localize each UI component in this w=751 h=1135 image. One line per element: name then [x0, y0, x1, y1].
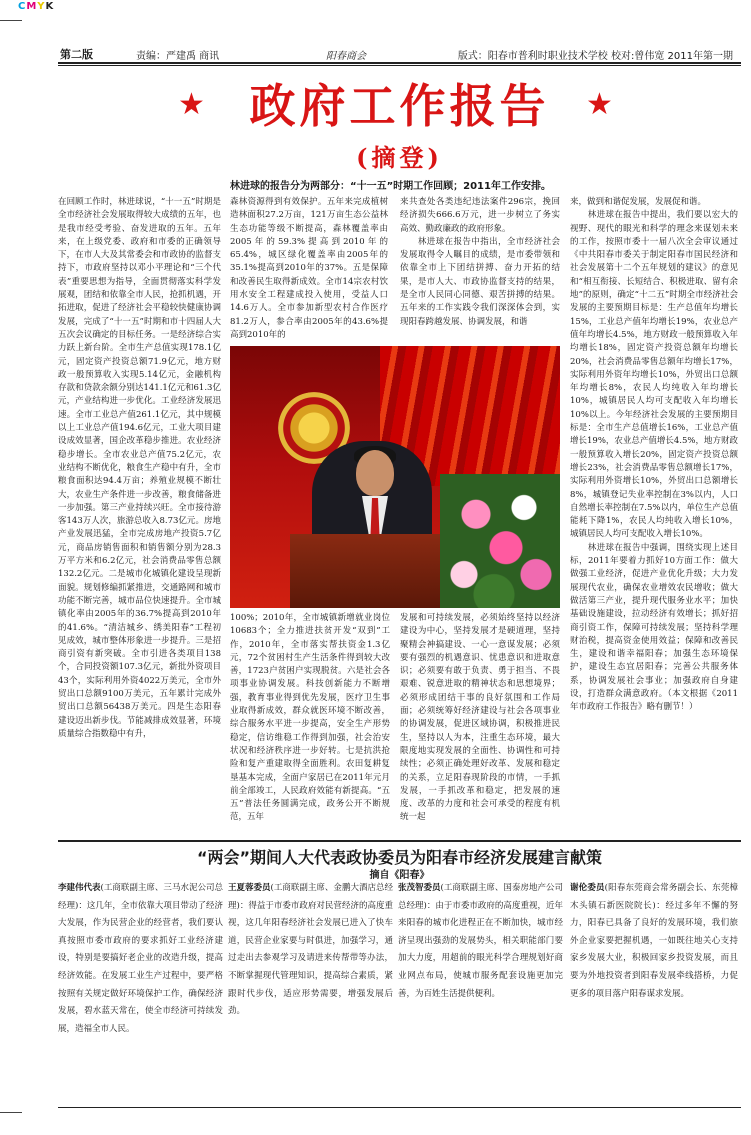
delegate-name: 李建伟代表	[58, 883, 101, 893]
page-title: 政府工作报告	[249, 79, 550, 133]
section2-headline: “两会”期间人大代表政协委员为阳春市经济发展建言献策	[196, 848, 603, 867]
cmyk-c: C	[18, 1, 27, 12]
crop-mark	[0, 20, 22, 21]
edition-label: 第二版	[60, 48, 93, 61]
star-icon: ★	[586, 87, 613, 122]
delegate-text: (工商联副主席、金鹏大酒店总经理)：得益于市委市政府对民营经济的高度重视，这几年阳春经济社会发展已进入了快车道，民营企业家要与时俱进，加强学习，通过走出去参观学习及请进来传帮带等办法，不断掌握现代管理知识，提高综合素质，紧跟时代步伐，适应形势需要，增强发展后劲。	[228, 883, 393, 1017]
article-column-4: 来，做到和谐促发展，发展促和谐。 林进球在报告中提出，我们要以宏大的视野、现代的眼光和科学的理念来谋划未来的工作，按照市委十一届八次全会审议通过《中共阳春市委关于制定阳春市国民经济和社会发展第十二个五年规划的建议》的意见和“相互衔接、长短结合、积极进取、留有余地”的原则，确定“十二五”时期全市经济社会发展的主要预期目标是：生产总值年均增长15%，工业总产值年均增长19%，农业总产值年均增长4.5%，地方财政一般预算收入年均增长18%，固定资产投资总额年均增长20%，社会消费品零售总额年均增长17%，实际利用外资年均增长10%，外贸出口总额年均增长8%，农民人均纯收入年均增长10%，城镇居民人均可支配收入年均增长10%以上。今年经济社会发展的主要预期目标是：全市生产总值增长16%，工业总产值增长19%，农业总产值增长4.5%，地方财政一般预算收入增长20%，固定资产投资总额增长23%，社会消费品零售总额增长17%，实际利用外资增长10%，外贸出口总额增长8%，城镇登记失业率控制在3%以内，人口自然增长率控制在7.5%以内，单位生产总值能耗下降1%，农民人均纯收入增长10%，城镇居民人均可支配收入增长10%。 林进球在报告中强调，围绕实现上述目标，2011年要着力抓好10方面工作：做大做强工业经济，促进产业优化升级；大力发展现代农业，确保农业增效农民增收；做大做活第三产业，提升现代服务业水平；加快基础设施建设，拉动经济有效增长；抓好招商引资工作，保障可持续发展；坚持科学理财治税，提高资金使用效益；保障和改善民生，建设和谐幸福阳春；加强生态环境保护，建设生态宜居阳春；完善公共服务体系，协调发展社会事业；加强政府自身建设，打造群众满意政府。（本文根据《2011年市政府工作报告》略有删节！）	[570, 197, 738, 713]
article-column-3-bottom: 发展和可持续发展，必须始终坚持以经济建设为中心，坚持发展才是硬道理，坚持聚精会神搞建设、一心一意谋发展；必须要有强烈的机遇意识、忧患意识和进取意识；必须要有敢于负责、勇于担当、不畏艰难、锐意进取的精神状态和思想境界；必须形成团结干事的良好氛围和工作局面；必须统筹好经济建设与社会各项事业的协调发展，促进区域协调，积极推进民生，坚持以人为本，注重生态环境，最大限度地实现发展的全面性、协调性和可持续性；必须正确处理好改革、发展和稳定的关系，立足阳春现阶段的市情，一手抓发展，一手抓改革和稳定，把发展的速度、改革的力度和社会可承受的程度有机统一起	[400, 613, 560, 823]
article-column-1: 在回顾工作时，林进球说，“十一五”时期是全市经济社会发展取得较大成绩的五年，也是我市经受考验、奋发进取的五年。五年来，在上级党委、政府和市委的正确领导下，在市人大及其常委会和市政协的监督支持下，市政府坚持以邓小平理论和“三个代表”重要思想为指导，全面贯彻落实科学发展观，团结和依靠全市人民，抢抓机遇，开拓进取，促进了经济社会平稳较快健康协调发展，完成了“十一五”时期和市十四届人大五次会议确定的目标任务。一是经济综合实力跃上新台阶。全市生产总值实现178.1亿元，固定资产投资总额71.9亿元，地方财政一般预算收入实现5.14亿元，金融机构存款和贷款余额分别达141.1亿元和61.3亿元，产业结构进一步优化。工业经济发展迅速。全市工业总产值261.1亿元，其中规模以上工业总产值194.6亿元，工业大项目建设成效显著，国企改革稳步推进。农业经济稳步增长。全市农业总产值75.2亿元，农业结构不断优化，粮食生产稳中有升，全市粮食面积达94.4万亩；养殖业规模不断壮大，农业生产条件进一步改善，粮食储备进一步加强。第三产业持续兴旺。全市接待游客143万人次，旅游总收入8.73亿元。房地产业发展迅猛，全市完成房地产投资5.7亿元，商品房销售面积和销售额分别为28.3万平方米和6.2亿元，社会消费品零售总额132.2亿元。二是城市化城镇化建设呈现新面貌。规划修编抓紧推进，交通路网和城市功能不断完善，城市品位快速提升。全市城镇化率由2005年的36.7%提高到2010年的41.6%。“清洁城乡、绣美阳春”工程初见成效，城市整体形象进一步提升。三是招商引资有新突破。全市引进各类项目138个，合同投资额107.3亿元，新批外资项目43个，实际利用外资4022万美元，全市外贸出口总额9100万美元，五年累计完成外贸出口总额56438万美元。四是生态阳春建设迈出新步伐。节能减排成效显著，环境质量综合指数稳中有升，	[58, 197, 221, 739]
page-header	[58, 44, 741, 61]
header-rule	[58, 62, 741, 64]
article-column-3-top: 来共查处各类违纪违法案件296宗，挽回经济损失666.6万元，进一步树立了务实高效、勤政廉政的政府形象。 林进球在报告中指出，全市经济社会发展取得令人瞩目的成绩，是市委带领和依靠全市上下团结拼搏、奋力开拓的结果，是市人大、市政协监督支持的结果，是全市人民同心同德、艰苦拼搏的结果。五年来的工作实践令我们深深体会到，实现阳春跨越发展、协调发展，和谐	[400, 197, 560, 327]
speaker-photo	[230, 346, 560, 608]
delegate-text: (工商联副主席、三马水泥公司总经理)：这几年，全市依靠大项目带动了经济大发展，作为民营企业的经营者，我们要认真按照市委市政府的要求抓好工业经济建设，特别是要搞好老企业的改造升级，提高经济效能。在发展工业生产过程中，要严格按照有关规定做好环境保护工作，确保经济发展，碧水蓝天常在，使全市经济可持续发展，造福全市人民。	[58, 883, 223, 1034]
delegate-name: 王夏蓉委员	[228, 883, 271, 893]
crop-mark	[0, 1112, 22, 1113]
lead-line: 林进球的报告分为两部分：“十一五”时期工作回顾；2011年工作安排。	[230, 181, 551, 192]
cmyk-marks	[18, 1, 54, 12]
cmyk-m: M	[26, 1, 38, 12]
delegate-column-2	[228, 880, 393, 1021]
delegate-text: (工商联副主席、国泰房地产公司总经理)：由于市委市政府的高度重视，近年来阳春的城市化进程正在不断加快，城市经济呈现出强劲的发展势头，相关职能部门要加大力度，用超前的眼光科学合理规划好商业网点布局，使城市服务配套设施更加完善，为百姓生活提供便利。	[398, 883, 563, 999]
layout-credits: 版式：阳春市普利时职业技术学校 校对:曾伟宽 2011年第一期	[457, 51, 733, 62]
star-icon: ★	[178, 87, 205, 122]
delegate-text: (阳春东莞商会常务副会长、东莞樟木头镇石新医院院长)：经过多年不懈的努力，阳春已具备了良好的发展环境，我们旅外企业家要把握机遇，一如既往地关心支持家乡发展大业，积极回家乡投资发展，而且要为外地投资者到阳春发展牵线搭桥，力促更多的项目落户阳春谋求发展。	[570, 883, 738, 999]
header-rule	[58, 65, 741, 66]
page-subtitle: (摘登)	[356, 143, 443, 172]
section-rule	[58, 840, 741, 842]
cmyk-k: K	[45, 1, 55, 12]
speaker-head	[356, 450, 394, 496]
article-column-2-top: 森林资源得到有效保护。五年来完成植树造林面积27.2万亩，121万亩生态公益林生态功能等级不断提高，森林覆盖率由2005年的59.3%提高到2010年的65.4%，城区绿化覆盖率由2005年的35.1%提高到2010年的37%。五是保障和改善民生取得新成效。全市14宗农村饮用水安全工程建成投入使用，受益人口14.6万人。全市参加新型农村合作医疗81.2万人，参合率由2005年的43.6%提高到2010年的	[230, 197, 388, 340]
article-column-2-bottom: 100%；2010年，全市城镇新增就业岗位10683个；全力推进扶贫开发“双到”工作，2010年，全市落实帮扶资金1.3亿元，72个贫困村生产生活条件得到较大改善，1723户贫困户实现脱贫。六是社会各项事业协调发展。科技创新能力不断增强，教育事业得到优先发展，医疗卫生事业取得新成效，群众就医环境不断改善，综合服务水平进一步提高，安全生产形势稳定，信访维稳工作得到加强，社会治安状况和经济秩序进一步好转。七是抗洪抢险和复产重建取得全面胜利。农田复耕复垦基本完成，全面户家居已在2011年元月前全部竣工，人民政府效能有新提高。“五五”普法任务圆满完成，政务公开不断规范，五年	[230, 613, 390, 823]
delegate-column-4	[570, 880, 738, 1003]
flower-arrangement	[440, 474, 560, 608]
delegate-name: 谢伦委员	[570, 883, 605, 893]
section2-source: 摘自《阳春》	[369, 870, 430, 881]
cmyk-y: Y	[37, 1, 46, 12]
paper-name: 阳春商会	[326, 51, 366, 62]
footer-rule	[58, 1107, 741, 1108]
delegate-column-3	[398, 880, 563, 1003]
delegate-name: 张茂智委员	[398, 883, 441, 893]
delegate-column-1	[58, 880, 223, 1038]
editors-label: 责编：严建禹 商讯	[136, 51, 220, 62]
